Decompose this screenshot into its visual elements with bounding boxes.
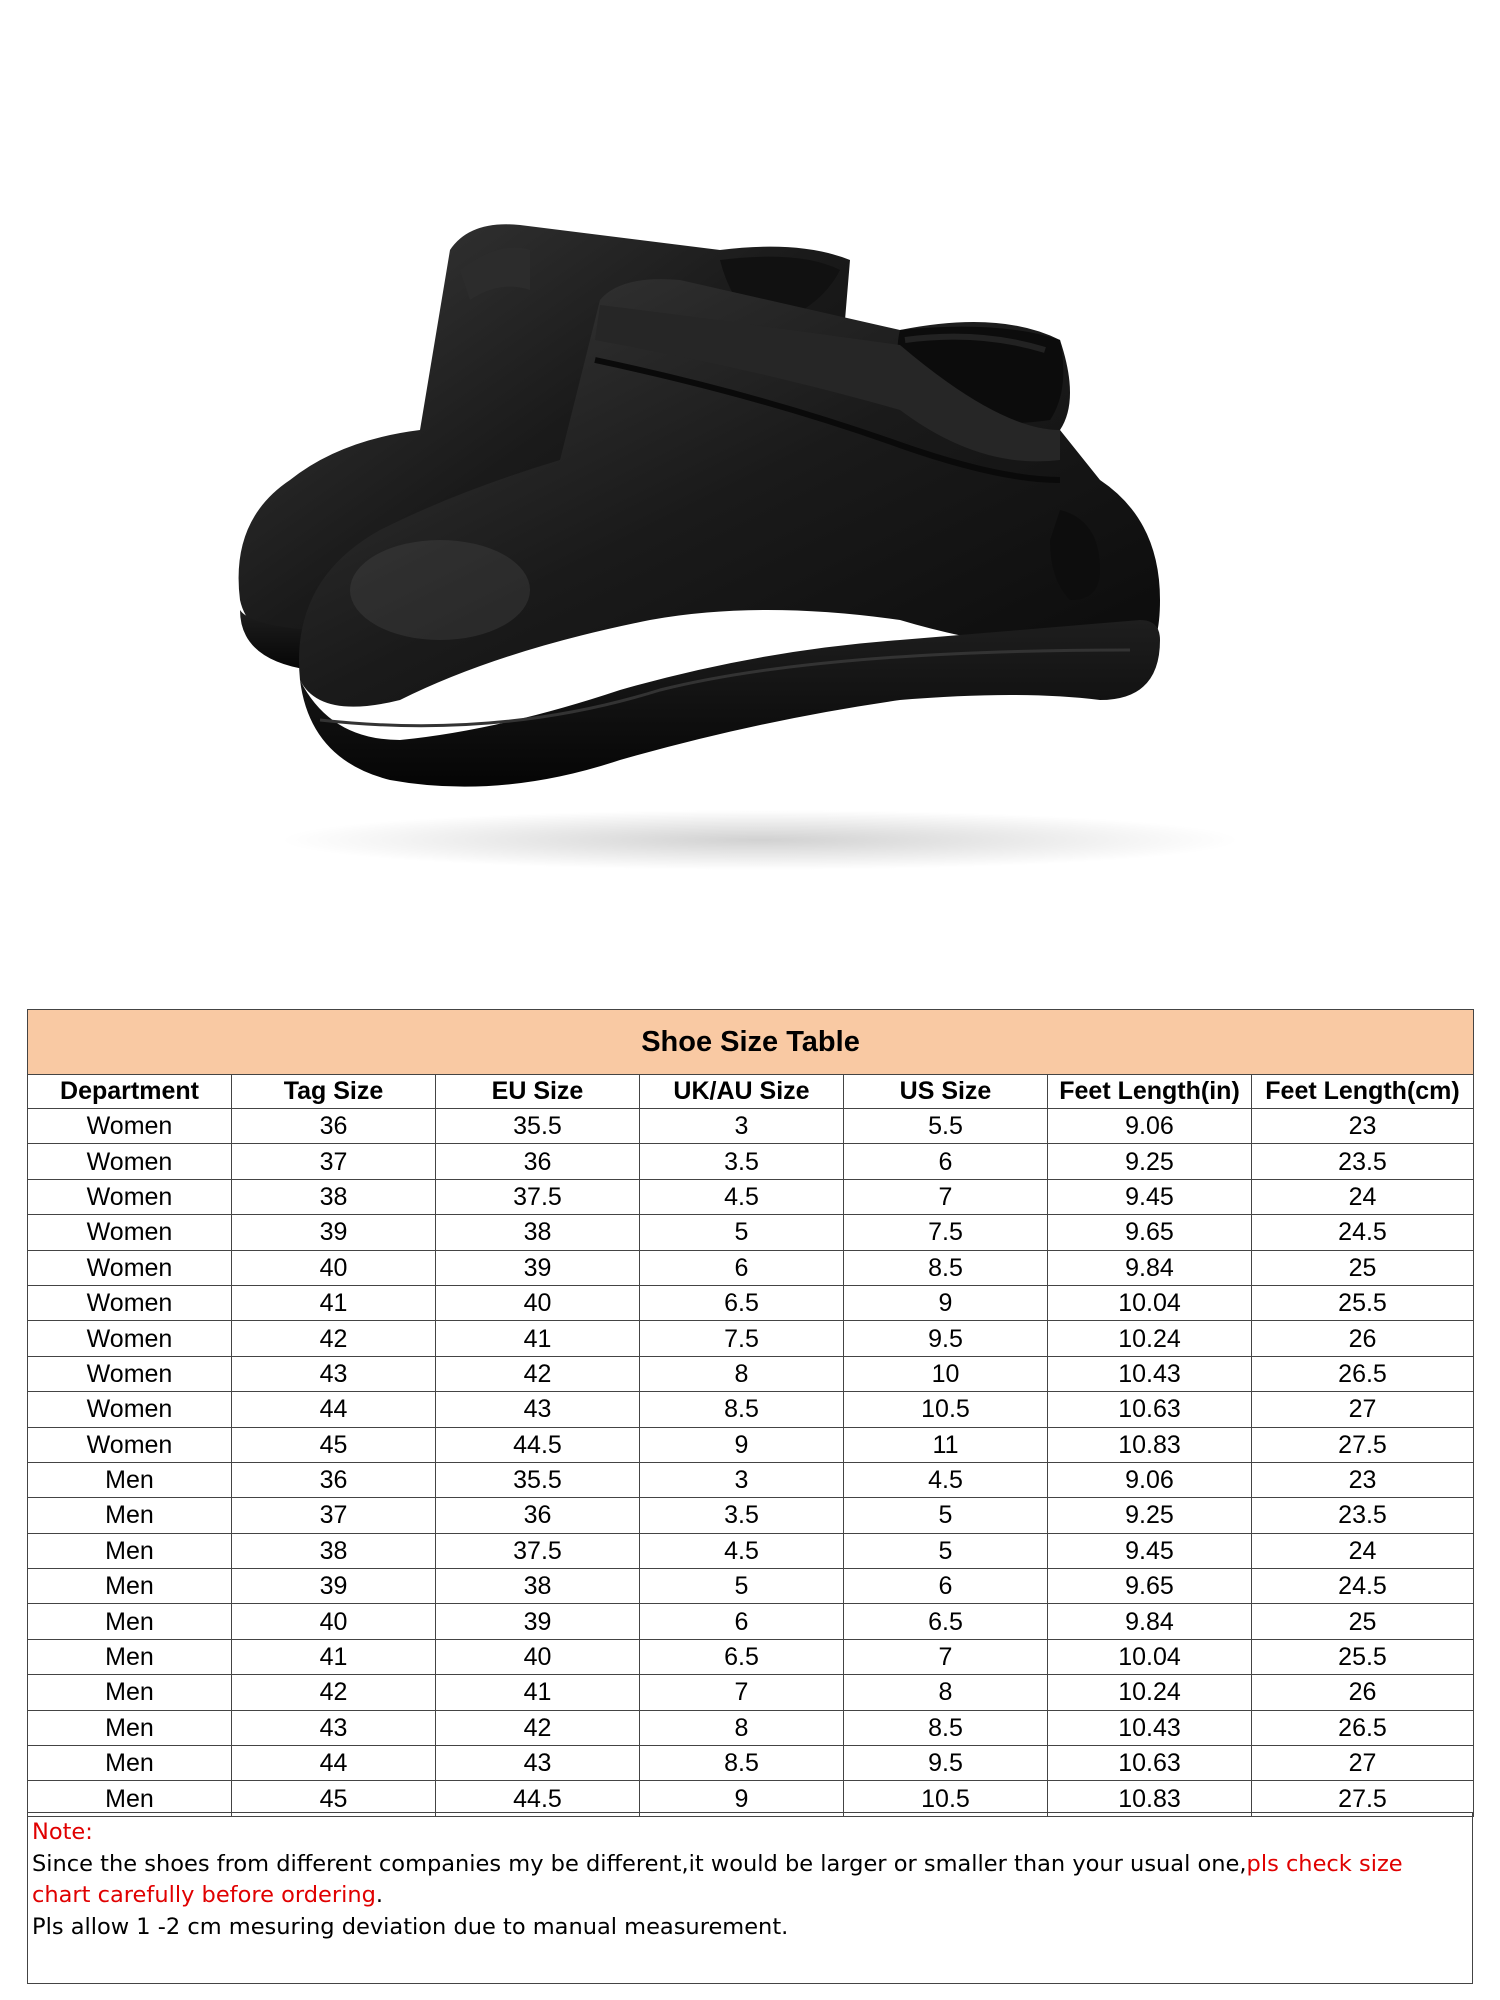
table-cell: 27 — [1252, 1746, 1474, 1781]
table-cell: Women — [28, 1321, 232, 1356]
table-cell: Women — [28, 1109, 232, 1144]
table-cell: Men — [28, 1675, 232, 1710]
table-cell: 10.04 — [1048, 1285, 1252, 1320]
table-cell: 7 — [844, 1179, 1048, 1214]
table-cell: 38 — [232, 1179, 436, 1214]
table-cell: 44.5 — [436, 1781, 640, 1816]
note-line-1-highlight: pls check size chart carefully before ordering — [32, 1850, 1403, 1908]
table-cell: 26 — [1252, 1675, 1474, 1710]
table-row — [28, 1639, 1474, 1674]
table-cell: 5 — [844, 1533, 1048, 1568]
table-cell: 6 — [640, 1250, 844, 1285]
table-cell: 36 — [436, 1498, 640, 1533]
table-cell: 44 — [232, 1746, 436, 1781]
table-cell: 45 — [232, 1427, 436, 1462]
table-cell: 9.65 — [1048, 1569, 1252, 1604]
table-cell: 4.5 — [640, 1179, 844, 1214]
table-cell: 41 — [232, 1285, 436, 1320]
table-cell: Women — [28, 1144, 232, 1179]
table-cell: 44.5 — [436, 1427, 640, 1462]
table-cell: 40 — [232, 1604, 436, 1639]
table-cell: 9.84 — [1048, 1250, 1252, 1285]
table-cell: 39 — [232, 1569, 436, 1604]
table-row — [28, 1144, 1474, 1179]
column-header: Feet Length(in) — [1048, 1075, 1252, 1109]
note-box — [27, 1812, 1473, 1984]
table-cell: Women — [28, 1179, 232, 1214]
table-cell: 41 — [232, 1639, 436, 1674]
table-cell: 10 — [844, 1356, 1048, 1391]
table-cell: 5 — [640, 1215, 844, 1250]
table-cell: 4.5 — [844, 1462, 1048, 1497]
note-line-1-text: Since the shoes from different companies my be different,it would be larger or smaller than your usual one, — [32, 1850, 1247, 1877]
table-row — [28, 1285, 1474, 1320]
table-row — [28, 1498, 1474, 1533]
table-cell: 42 — [436, 1710, 640, 1745]
table-cell: 43 — [436, 1746, 640, 1781]
table-cell: 35.5 — [436, 1462, 640, 1497]
table-cell: 40 — [232, 1250, 436, 1285]
table-row — [28, 1675, 1474, 1710]
table-cell: 42 — [436, 1356, 640, 1391]
note-heading: Note: — [32, 1819, 93, 1845]
table-cell: 8 — [640, 1710, 844, 1745]
table-cell: 10.63 — [1048, 1746, 1252, 1781]
table-cell: 37.5 — [436, 1179, 640, 1214]
table-cell: 3 — [640, 1462, 844, 1497]
shoe-product-image — [200, 180, 1300, 880]
table-row — [28, 1710, 1474, 1745]
table-cell: 27.5 — [1252, 1427, 1474, 1462]
table-cell: Women — [28, 1250, 232, 1285]
table-cell: 6.5 — [844, 1604, 1048, 1639]
table-cell: 5.5 — [844, 1109, 1048, 1144]
table-cell: 9 — [844, 1285, 1048, 1320]
table-cell: 36 — [436, 1144, 640, 1179]
table-cell: 27.5 — [1252, 1781, 1474, 1816]
table-cell: 45 — [232, 1781, 436, 1816]
table-cell: 27 — [1252, 1392, 1474, 1427]
table-cell: 23 — [1252, 1462, 1474, 1497]
table-title: Shoe Size Table — [28, 1010, 1474, 1075]
table-cell: 24.5 — [1252, 1215, 1474, 1250]
table-cell: 5 — [640, 1569, 844, 1604]
table-cell: 36 — [232, 1462, 436, 1497]
column-header: EU Size — [436, 1075, 640, 1109]
table-cell: Men — [28, 1710, 232, 1745]
table-cell: 39 — [232, 1215, 436, 1250]
table-cell: Men — [28, 1569, 232, 1604]
column-header: US Size — [844, 1075, 1048, 1109]
table-row — [28, 1746, 1474, 1781]
table-cell: 6 — [844, 1569, 1048, 1604]
table-cell: Men — [28, 1533, 232, 1568]
column-header: Feet Length(cm) — [1252, 1075, 1474, 1109]
table-cell: 9.45 — [1048, 1179, 1252, 1214]
table-cell: 43 — [232, 1710, 436, 1745]
table-cell: 9.45 — [1048, 1533, 1252, 1568]
table-cell: 26.5 — [1252, 1356, 1474, 1391]
table-cell: 9.25 — [1048, 1144, 1252, 1179]
table-cell: 40 — [436, 1639, 640, 1674]
table-cell: Men — [28, 1604, 232, 1639]
table-header-row — [28, 1075, 1474, 1109]
table-cell: 6 — [640, 1604, 844, 1639]
table-cell: 10.83 — [1048, 1427, 1252, 1462]
table-row — [28, 1569, 1474, 1604]
table-row — [28, 1215, 1474, 1250]
note-line-1 — [32, 1849, 1468, 1912]
table-cell: 25.5 — [1252, 1639, 1474, 1674]
table-cell: 7 — [844, 1639, 1048, 1674]
table-cell: 7.5 — [640, 1321, 844, 1356]
table-cell: 39 — [436, 1604, 640, 1639]
table-cell: 10.43 — [1048, 1710, 1252, 1745]
table-cell: 6.5 — [640, 1285, 844, 1320]
table-row — [28, 1533, 1474, 1568]
table-cell: 8.5 — [844, 1250, 1048, 1285]
table-cell: 9.5 — [844, 1321, 1048, 1356]
table-cell: 9.06 — [1048, 1109, 1252, 1144]
table-cell: 9.06 — [1048, 1462, 1252, 1497]
table-cell: 9.65 — [1048, 1215, 1252, 1250]
table-row — [28, 1427, 1474, 1462]
table-cell: Men — [28, 1746, 232, 1781]
table-cell: 37.5 — [436, 1533, 640, 1568]
table-cell: 4.5 — [640, 1533, 844, 1568]
column-header: UK/AU Size — [640, 1075, 844, 1109]
table-row — [28, 1109, 1474, 1144]
table-cell: 10.63 — [1048, 1392, 1252, 1427]
table-cell: 9 — [640, 1781, 844, 1816]
table-cell: 43 — [232, 1356, 436, 1391]
table-cell: 8 — [640, 1356, 844, 1391]
table-cell: 8.5 — [640, 1746, 844, 1781]
table-body — [28, 1109, 1474, 1817]
table-cell: 9.5 — [844, 1746, 1048, 1781]
table-cell: 10.83 — [1048, 1781, 1252, 1816]
table-cell: 25.5 — [1252, 1285, 1474, 1320]
table-row — [28, 1462, 1474, 1497]
table-cell: 9.84 — [1048, 1604, 1252, 1639]
table-cell: Women — [28, 1285, 232, 1320]
table-cell: 37 — [232, 1144, 436, 1179]
table-cell: 35.5 — [436, 1109, 640, 1144]
table-cell: 44 — [232, 1392, 436, 1427]
table-cell: 24 — [1252, 1533, 1474, 1568]
table-cell: 6 — [844, 1144, 1048, 1179]
table-cell: 9.25 — [1048, 1498, 1252, 1533]
table-cell: 7.5 — [844, 1215, 1048, 1250]
table-cell: 43 — [436, 1392, 640, 1427]
table-cell: 26.5 — [1252, 1710, 1474, 1745]
table-cell: 26 — [1252, 1321, 1474, 1356]
table-cell: 42 — [232, 1675, 436, 1710]
table-cell: 42 — [232, 1321, 436, 1356]
table-cell: 6.5 — [640, 1639, 844, 1674]
table-cell: 38 — [436, 1569, 640, 1604]
table-cell: 41 — [436, 1675, 640, 1710]
table-cell: 10.5 — [844, 1781, 1048, 1816]
table-cell: Men — [28, 1639, 232, 1674]
table-row — [28, 1604, 1474, 1639]
table-cell: 8.5 — [640, 1392, 844, 1427]
table-cell: 10.24 — [1048, 1675, 1252, 1710]
table-cell: Men — [28, 1781, 232, 1816]
table-cell: 8.5 — [844, 1710, 1048, 1745]
table-cell: Women — [28, 1215, 232, 1250]
table-cell: 5 — [844, 1498, 1048, 1533]
table-cell: 3.5 — [640, 1144, 844, 1179]
shoe-size-table — [27, 1009, 1474, 1817]
table-row — [28, 1392, 1474, 1427]
table-cell: 10.24 — [1048, 1321, 1252, 1356]
table-cell: 23.5 — [1252, 1498, 1474, 1533]
table-cell: 37 — [232, 1498, 436, 1533]
table-cell: 36 — [232, 1109, 436, 1144]
table-cell: 38 — [232, 1533, 436, 1568]
table-cell: Women — [28, 1392, 232, 1427]
column-header: Tag Size — [232, 1075, 436, 1109]
table-cell: 25 — [1252, 1250, 1474, 1285]
column-header: Department — [28, 1075, 232, 1109]
table-cell: 40 — [436, 1285, 640, 1320]
table-cell: 10.43 — [1048, 1356, 1252, 1391]
note-line-1-end: . — [375, 1882, 384, 1908]
table-cell: 3 — [640, 1109, 844, 1144]
table-row — [28, 1250, 1474, 1285]
table-cell: 23 — [1252, 1109, 1474, 1144]
table-cell: 24 — [1252, 1179, 1474, 1214]
table-cell: Women — [28, 1356, 232, 1391]
note-line-2: Pls allow 1 -2 cm mesuring deviation due to manual measurement. — [32, 1913, 789, 1940]
table-cell: 8 — [844, 1675, 1048, 1710]
table-cell: 10.5 — [844, 1392, 1048, 1427]
table-row — [28, 1356, 1474, 1391]
table-cell: 3.5 — [640, 1498, 844, 1533]
table-cell: 23.5 — [1252, 1144, 1474, 1179]
table-cell: 11 — [844, 1427, 1048, 1462]
table-row — [28, 1781, 1474, 1816]
table-cell: 39 — [436, 1250, 640, 1285]
table-cell: 24.5 — [1252, 1569, 1474, 1604]
table-cell: Men — [28, 1462, 232, 1497]
table-cell: 25 — [1252, 1604, 1474, 1639]
table-cell: 38 — [436, 1215, 640, 1250]
table-cell: 7 — [640, 1675, 844, 1710]
table-cell: Women — [28, 1427, 232, 1462]
table-cell: 41 — [436, 1321, 640, 1356]
table-cell: 9 — [640, 1427, 844, 1462]
table-cell: 10.04 — [1048, 1639, 1252, 1674]
table-cell: Men — [28, 1498, 232, 1533]
table-row — [28, 1321, 1474, 1356]
table-row — [28, 1179, 1474, 1214]
